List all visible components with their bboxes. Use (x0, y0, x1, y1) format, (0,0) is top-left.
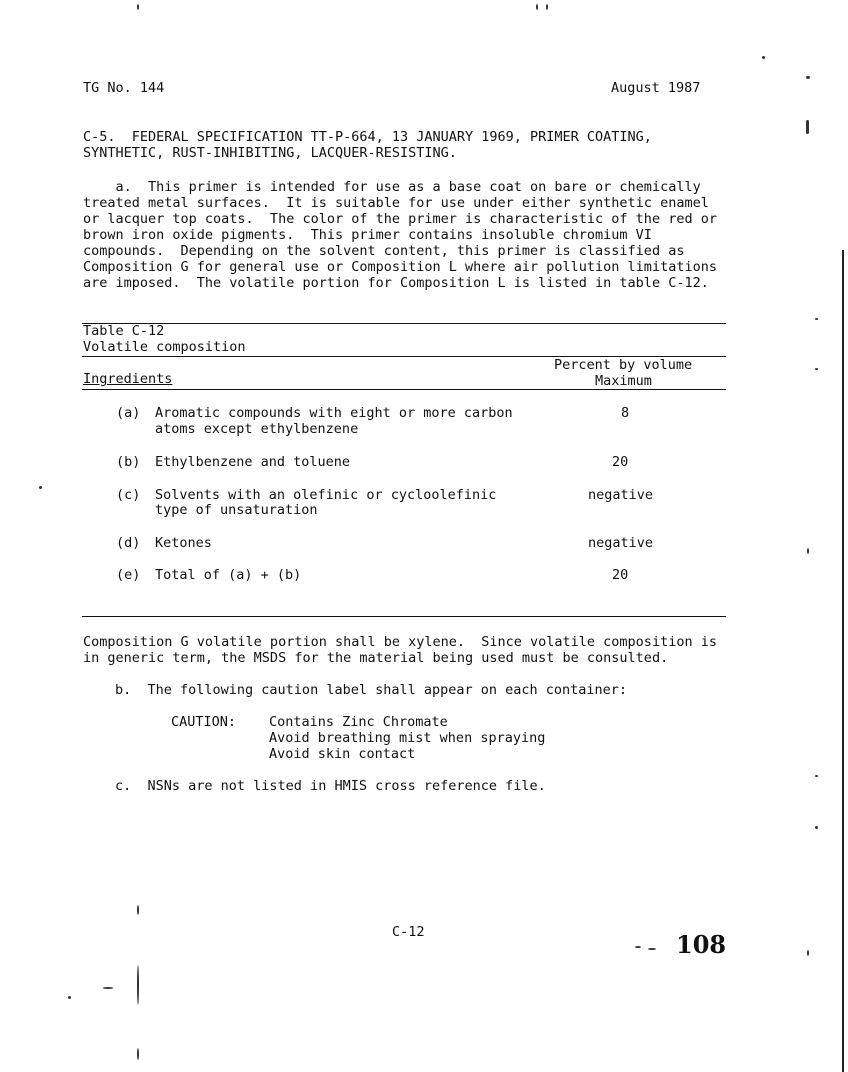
row-ingredient: Aromatic compounds with eight or more carbon (155, 405, 513, 421)
paragraph-a-line: are imposed. The volatile portion for Composition L is listed in table C-12. (83, 275, 709, 291)
scan-speck (137, 1048, 139, 1060)
tg-number: TG No. 144 (83, 80, 165, 96)
row-label: (e) (116, 567, 141, 583)
paragraph-a-line: brown iron oxide pigments. This primer contains insoluble chromium VI (83, 227, 652, 243)
row-value: 20 (612, 454, 629, 470)
paragraph-b: b. The following caution label shall appear on each container: (115, 682, 628, 698)
caution-line: Avoid breathing mist when spraying (269, 730, 546, 746)
scan-speck (536, 4, 538, 10)
scan-speck (807, 950, 809, 956)
column-header-percent: Percent by volume (554, 357, 693, 373)
table-top-rule (82, 323, 726, 324)
caution-label: CAUTION: (171, 714, 237, 730)
scan-speck (815, 368, 818, 370)
page-label: C-12 (392, 924, 425, 940)
stamped-page-number: 108 (676, 930, 727, 959)
scan-speck (68, 996, 71, 999)
row-value: negative (588, 535, 654, 551)
row-label: (d) (116, 535, 141, 551)
row-value: negative (588, 487, 654, 503)
row-ingredient-cont: atoms except ethylbenzene (155, 421, 359, 437)
scan-edge-line (842, 250, 844, 1072)
scan-speck (39, 486, 42, 489)
paragraph-a-line: compounds. Depending on the solvent content, this primer is classified as (83, 243, 685, 259)
table-bottom-rule (82, 616, 726, 617)
scan-speck (806, 120, 809, 134)
row-value: 8 (621, 405, 630, 421)
row-ingredient-cont: type of unsaturation (155, 502, 318, 518)
scan-speck (648, 948, 656, 950)
composition-g-line: Composition G volatile portion shall be xylene. Since volatile composition is (83, 634, 717, 650)
row-label: (a) (116, 405, 141, 421)
paragraph-a-line: Composition G for general use or Composition L where air pollution limitations (83, 259, 717, 275)
section-title-line2: SYNTHETIC, RUST-INHIBITING, LACQUER-RESISTING. (83, 145, 457, 161)
scan-speck (815, 318, 818, 320)
paragraph-a-line: or lacquer top coats. The color of the primer is characteristic of the red or (83, 211, 717, 227)
row-ingredient: Total of (a) + (b) (155, 567, 302, 583)
composition-g-line: in generic term, the MSDS for the material being used must be consulted. (83, 650, 669, 666)
table-header-rule (82, 389, 726, 390)
scan-speck (137, 4, 139, 10)
scan-speck (815, 775, 818, 777)
row-ingredient: Ethylbenzene and toluene (155, 454, 351, 470)
paragraph-a-line: a. This primer is intended for use as a base coat on bare or chemically (83, 179, 701, 195)
scan-speck (806, 76, 810, 79)
caution-line: Contains Zinc Chromate (269, 714, 448, 730)
section-title-line1: C-5. FEDERAL SPECIFICATION TT-P-664, 13 JANUARY 1969, PRIMER COATING, (83, 129, 652, 145)
column-header-ingredients: Ingredients (83, 371, 173, 387)
row-ingredient: Solvents with an olefinic or cycloolefinic (155, 487, 497, 503)
row-value: 20 (612, 567, 629, 583)
scan-speck (807, 548, 809, 554)
scan-speck (137, 965, 139, 1005)
scan-speck (103, 987, 113, 989)
table-caption-number: Table C-12 (83, 323, 165, 339)
scan-speck (815, 826, 818, 829)
document-date: August 1987 (611, 80, 701, 96)
scan-speck (635, 946, 641, 948)
column-header-maximum: Maximum (595, 373, 652, 389)
paragraph-a-line: treated metal surfaces. It is suitable for use under either synthetic enamel (83, 195, 709, 211)
row-label: (c) (116, 487, 141, 503)
scan-speck (546, 4, 548, 10)
table-caption-title: Volatile composition (83, 339, 246, 355)
scan-speck (762, 56, 765, 59)
caution-line: Avoid skin contact (269, 746, 416, 762)
paragraph-c: c. NSNs are not listed in HMIS cross reference file. (115, 778, 546, 794)
row-ingredient: Ketones (155, 535, 212, 551)
scan-speck (137, 905, 139, 915)
row-label: (b) (116, 454, 141, 470)
